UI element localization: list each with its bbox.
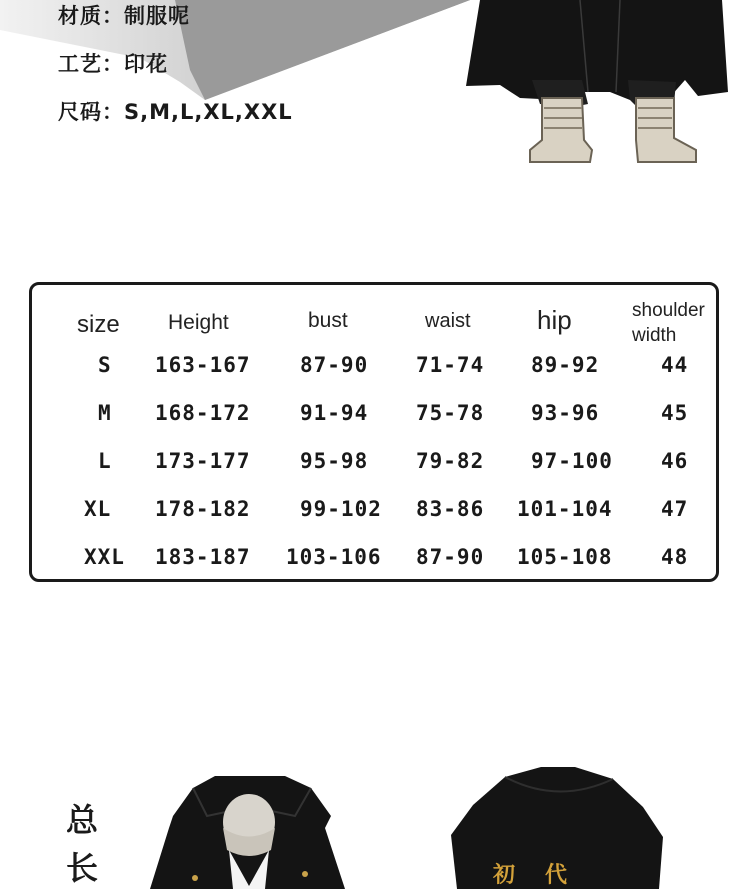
header-height: Height [168, 311, 229, 334]
row-m-size: M [98, 401, 112, 425]
row-l-bust: 95-98 [300, 449, 369, 473]
row-l-shoulder: 46 [661, 449, 689, 473]
section-title-vertical [64, 796, 100, 892]
row-s-waist: 71-74 [416, 353, 485, 377]
coat-front-photo [145, 770, 350, 889]
row-l-height: 173-177 [155, 449, 251, 473]
row-m-shoulder: 45 [661, 401, 689, 425]
row-xl-size: XL [84, 497, 112, 521]
header-size: size [77, 311, 120, 338]
row-l-size: L [98, 449, 112, 473]
product-specs [58, 0, 293, 136]
character-figure-image [460, 0, 740, 170]
row-xxl-size: XXL [84, 545, 125, 569]
header-shoulder-line1: shoulder [632, 300, 705, 321]
row-xxl-shoulder: 48 [661, 545, 689, 569]
row-xxl-height: 183-187 [155, 545, 251, 569]
row-xl-waist: 83-86 [416, 497, 485, 521]
coat-back-embroidery: 初代 [493, 862, 598, 888]
row-xxl-waist: 87-90 [416, 545, 485, 569]
row-m-hip: 93-96 [531, 401, 600, 425]
row-m-bust: 91-94 [300, 401, 369, 425]
size-chart-table [29, 282, 719, 582]
header-bust: bust [308, 309, 348, 332]
row-xl-bust: 99-102 [300, 497, 382, 521]
header-waist: waist [425, 310, 471, 332]
row-s-hip: 89-92 [531, 353, 600, 377]
header-shoulder-line2: width [632, 325, 677, 346]
row-s-bust: 87-90 [300, 353, 369, 377]
spec-material: 材质：制服呢 [58, 4, 190, 28]
row-m-waist: 75-78 [416, 401, 485, 425]
spec-craft: 工艺：印花 [58, 52, 168, 76]
section-title-char-2: 长 [65, 849, 98, 887]
row-xxl-hip: 105-108 [517, 545, 613, 569]
row-m-height: 168-172 [155, 401, 251, 425]
row-l-hip: 97-100 [531, 449, 613, 473]
row-xxl-bust: 103-106 [286, 545, 382, 569]
row-xl-height: 178-182 [155, 497, 251, 521]
header-hip: hip [537, 305, 572, 335]
header-shoulder-width [632, 298, 705, 348]
spec-sizes: 尺码：S,M,L,XL,XXL [58, 100, 293, 124]
row-s-height: 163-167 [155, 353, 251, 377]
section-title-char-1: 总 [65, 801, 98, 839]
row-s-shoulder: 44 [661, 353, 689, 377]
row-s-size: S [98, 353, 112, 377]
row-l-waist: 79-82 [416, 449, 485, 473]
row-xl-shoulder: 47 [661, 497, 689, 521]
row-xl-hip: 101-104 [517, 497, 613, 521]
